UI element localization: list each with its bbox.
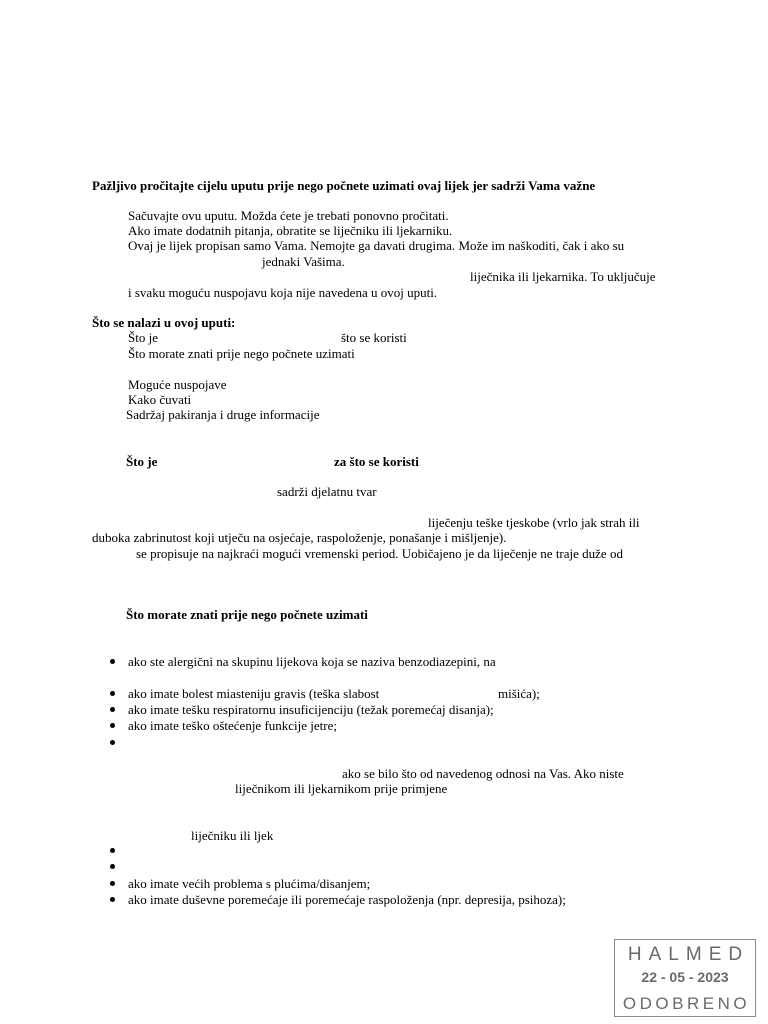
bullet-item: ako imate većih problema s plućima/disanjem; <box>128 876 371 891</box>
bullet-item: ako imate duševne poremećaje ili poremećaje raspoloženja (npr. depresija, psihoza); <box>128 892 566 907</box>
contents-item-1b: što se koristi <box>341 330 407 345</box>
section1-line: liječenju teške tjeskobe (vrlo jak strah ili <box>428 515 640 530</box>
section2-heading: Što morate znati prije nego počnete uzimati <box>126 607 368 622</box>
intro-line: i svaku moguću nuspojavu koja nije navedena u ovoj uputi. <box>128 285 438 300</box>
section2-note: ako se bilo što od navedenog odnosi na Vas. Ako niste <box>342 766 624 781</box>
intro-heading: Pažljivo pročitajte cijelu uputu prije nego počnete uzimati ovaj lijek jer sadrži Vama važne <box>92 178 596 193</box>
intro-line: jednaki Vašima. <box>262 254 345 269</box>
contents-item-2: Što morate znati prije nego počnete uzimati <box>128 346 355 361</box>
bullet-marker <box>110 723 115 728</box>
section1-heading-b: za što se koristi <box>334 454 419 469</box>
bullet-item: ako ste alergični na skupinu lijekova koja se naziva benzodiazepini, na <box>128 654 496 669</box>
bullet-marker <box>110 897 115 902</box>
contents-item-6: Sadržaj pakiranja i druge informacije <box>126 407 320 422</box>
stamp-status: ODOBRENO <box>622 994 751 1013</box>
section2-note: liječnikom ili ljekarnikom prije primjene <box>235 781 448 796</box>
bullet-item: ako imate tešku respiratornu insuficijenciju (težak poremećaj disanja); <box>128 702 494 717</box>
contents-heading: Što se nalazi u ovoj uputi: <box>92 315 236 330</box>
section1-line: duboka zabrinutost koji utječu na osjećaje, raspoloženje, ponašanje i mišljenje). <box>92 530 507 545</box>
bullet-marker <box>110 848 115 853</box>
bullet-item-suffix: mišića); <box>498 686 540 701</box>
bullet-item: ako imate teško oštećenje funkcije jetre; <box>128 718 337 733</box>
contents-item-1a: Što je <box>128 330 158 345</box>
stamp-date: 22 - 05 - 2023 <box>641 969 729 985</box>
bullet-marker <box>110 864 115 869</box>
contents-item-5: Kako čuvati <box>128 392 192 407</box>
section2-note: liječniku ili ljek <box>191 828 274 843</box>
intro-line: Ako imate dodatnih pitanja, obratite se liječniku ili ljekarniku. <box>128 223 453 238</box>
contents-item-4: Moguće nuspojave <box>128 377 227 392</box>
intro-line: Ovaj je lijek propisan samo Vama. Nemojte ga davati drugima. Može im naškoditi, čak i ako su <box>128 238 625 253</box>
bullet-marker <box>110 691 115 696</box>
approval-stamp <box>614 939 756 1017</box>
bullet-item: ako imate bolest miasteniju gravis (teška slabost <box>128 686 380 701</box>
section1-line: sadrži djelatnu tvar <box>277 484 377 499</box>
intro-line: liječnika ili ljekarnika. To uključuje <box>470 269 656 284</box>
bullet-marker <box>110 659 115 664</box>
section1-heading-a: Što je <box>126 454 158 469</box>
bullet-marker <box>110 881 115 886</box>
bullet-marker <box>110 740 115 745</box>
bullet-marker <box>110 707 115 712</box>
stamp-agency: HALMED <box>627 944 750 965</box>
intro-line: Sačuvajte ovu uputu. Možda ćete je trebati ponovno pročitati. <box>128 208 449 223</box>
section1-line: se propisuje na najkraći mogući vremenski period. Uobičajeno je da liječenje ne traje duže od <box>136 546 623 561</box>
